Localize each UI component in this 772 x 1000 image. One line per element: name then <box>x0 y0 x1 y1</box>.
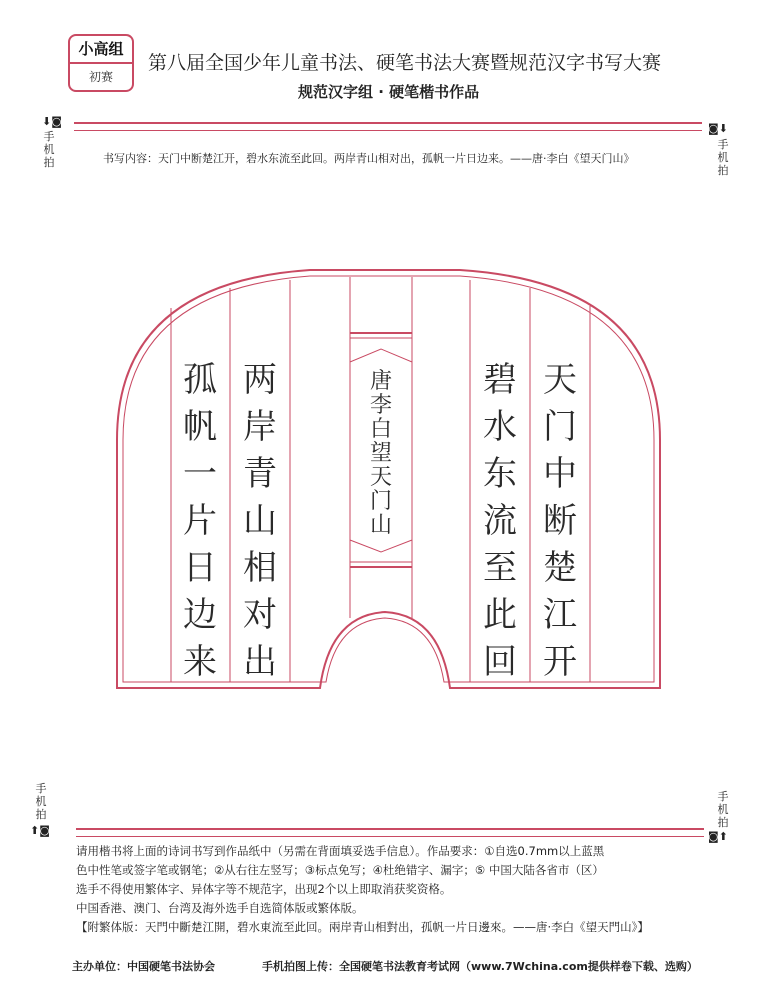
requirements-line-3: 选手不得使用繁体字、异体字等不规范字，出现2个以上即取消获奖资格。 <box>76 882 452 896</box>
signature-char: 天 <box>369 465 393 490</box>
poem-char: 流 <box>483 501 517 541</box>
poem-char: 日 <box>183 548 217 588</box>
signature-char: 唐 <box>369 369 393 394</box>
requirements-line-2: 色中性笔或签字笔或钢笔；②从右往左竖写；③标点免写；④杜绝错字、漏字；⑤ 中国大陆各省市（区） <box>76 863 604 877</box>
camera-icon: ◙⬇ <box>708 122 728 135</box>
poem-char: 出 <box>243 642 277 682</box>
poem-char: 碧 <box>483 360 517 400</box>
poem-char: 青 <box>243 454 277 494</box>
stage-label: 初赛 <box>88 70 113 84</box>
poem-char: 此 <box>483 595 517 635</box>
camera-icon: ⬇◙ <box>42 115 62 128</box>
poem-char: 对 <box>243 595 277 635</box>
poem-char: 帆 <box>183 407 217 447</box>
signature-char: 山 <box>369 513 393 538</box>
bottom-divider-thin <box>76 836 704 837</box>
handwritten-poem <box>183 360 577 682</box>
poem-char: 边 <box>183 595 217 635</box>
poem-char: 江 <box>543 595 577 635</box>
poem-char: 楚 <box>543 548 577 588</box>
phone-mark-top-right: 手机拍 <box>717 138 729 177</box>
requirements-line-1: 请用楷书将上面的诗词书写到作品纸中（另需在背面填妥选手信息）。作品要求：①自选0.7mm以上蓝黑 <box>76 844 605 858</box>
poem-char: 至 <box>483 548 517 588</box>
signature-char: 门 <box>369 489 393 514</box>
phone-mark-top-left: 手机拍 <box>43 130 55 169</box>
writing-content: 书写内容：天门中断楚江开，碧水东流至此回。两岸青山相对出，孤帆一片日边来。——唐·李白《望天门山》 <box>103 152 635 165</box>
requirements-line-4: 中国香港、澳门、台湾及海外选手自选简体版或繁体版。 <box>76 901 364 915</box>
requirements-line-5: 【附繁体版：天門中斷楚江開，碧水東流至此回。兩岸青山相對出，孤帆一片日邊來。——唐·李白《望天門山》】 <box>76 920 649 934</box>
poem-char: 来 <box>183 642 217 682</box>
poem-char: 中 <box>543 454 577 494</box>
page-title: 第八届全国少年儿童书法、硬笔书法大赛暨规范汉字书写大赛 <box>148 52 662 74</box>
group-label: 小高组 <box>70 36 132 64</box>
poem-char: 相 <box>243 548 277 588</box>
signature-char: 白 <box>369 417 393 442</box>
bottom-divider <box>76 828 704 830</box>
poem-char: 两 <box>243 360 277 400</box>
poem-char: 回 <box>483 642 517 682</box>
poem-char: 东 <box>483 454 517 494</box>
camera-icon: ◙⬆ <box>708 830 728 843</box>
poem-char: 天 <box>543 360 577 400</box>
signature-char: 李 <box>369 393 393 418</box>
poem-char: 孤 <box>183 360 217 400</box>
camera-icon: ⬆◙ <box>30 824 50 837</box>
poem-char: 断 <box>543 501 577 541</box>
poem-char: 一 <box>183 454 217 494</box>
poem-char: 片 <box>183 501 217 541</box>
phone-mark-bottom-left: 手机拍 <box>35 782 47 821</box>
page-subtitle: 规范汉字组 · 硬笔楷书作品 <box>298 83 480 101</box>
poem-char: 开 <box>543 642 577 682</box>
footer-organizer: 主办单位：中国硬笔书法协会 <box>72 960 215 973</box>
poem-char: 山 <box>243 501 277 541</box>
poem-char: 门 <box>543 407 577 447</box>
poem-char: 水 <box>483 407 517 447</box>
footer-upload: 手机拍图上传：全国硬笔书法教育考试网（www.7Wchina.com提供样卷下载、选购） <box>262 960 698 973</box>
poem-char: 岸 <box>243 407 277 447</box>
signature-char: 望 <box>369 441 393 466</box>
phone-mark-bottom-right: 手机拍 <box>717 790 729 829</box>
